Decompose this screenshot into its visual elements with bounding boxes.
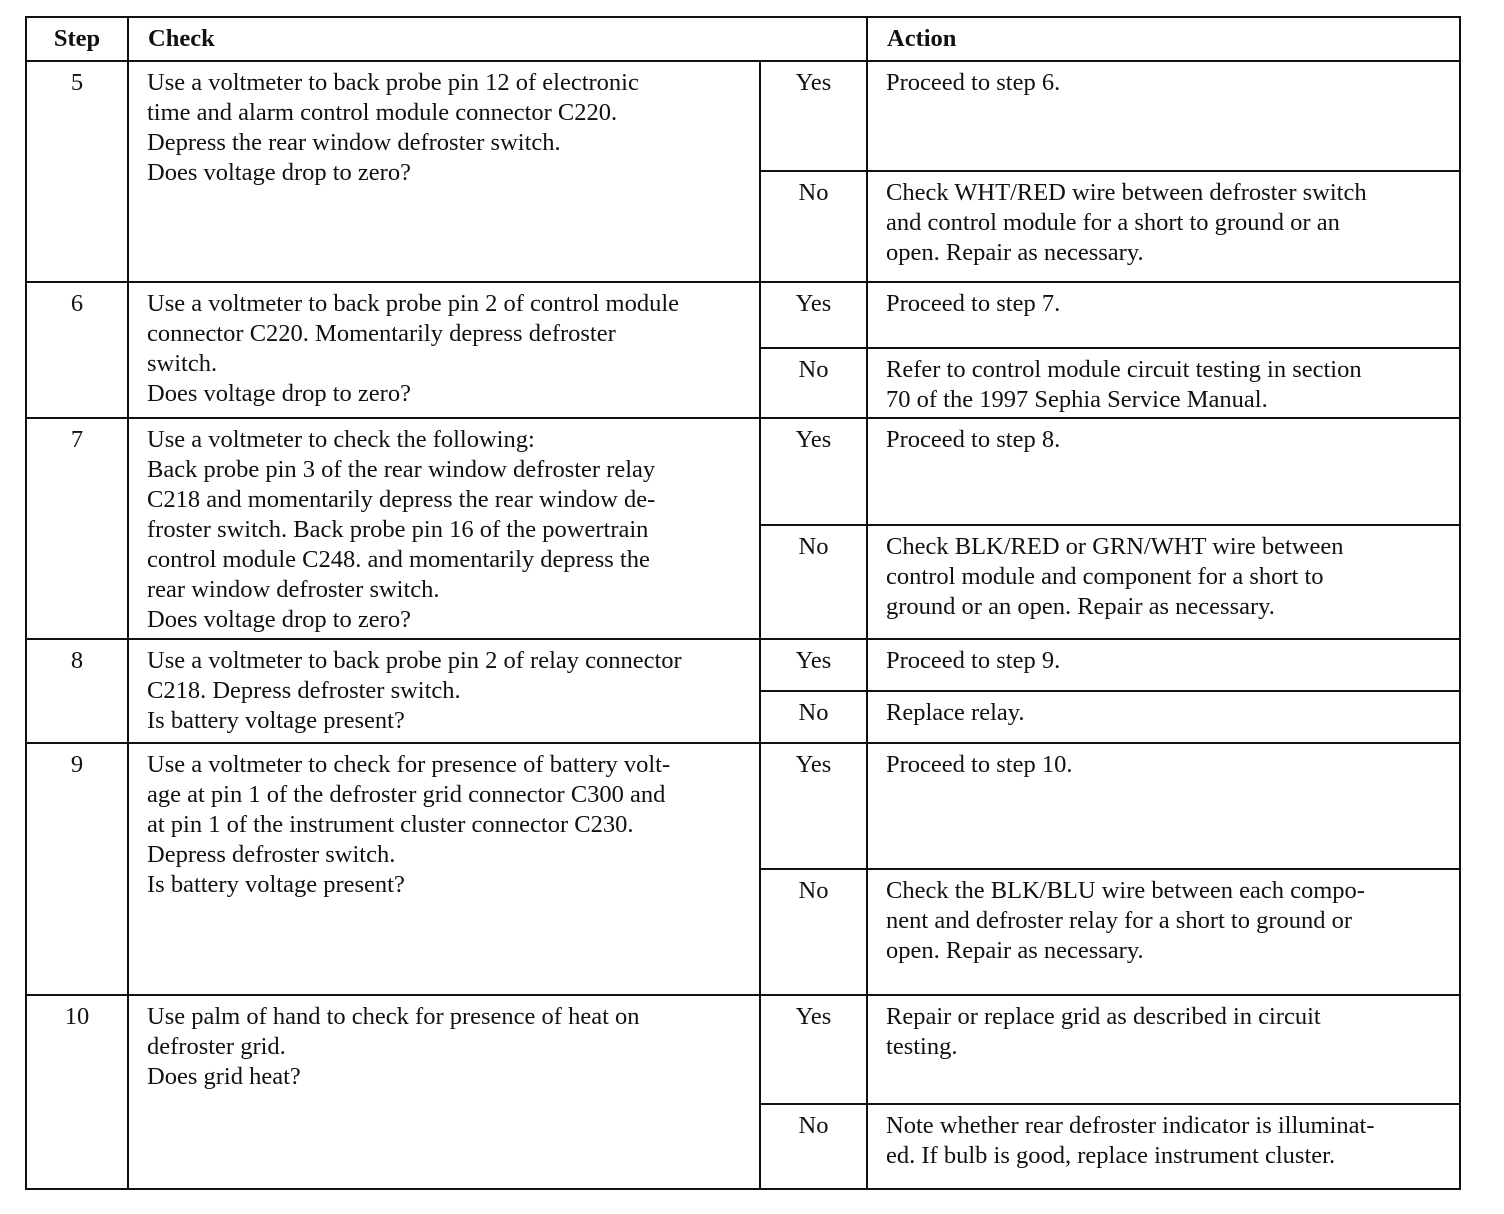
no-action-cell [867, 691, 1460, 743]
no-action-cell [867, 171, 1460, 282]
no-label: No [760, 691, 867, 743]
table-row [26, 743, 1460, 869]
text-line: Does voltage drop to zero? [147, 159, 411, 186]
text-line: froster switch. Back probe pin 16 of the powertrain [147, 516, 649, 543]
yes-label: Yes [760, 282, 867, 348]
text-line: testing. [886, 1033, 958, 1060]
text-line: Use a voltmeter to check for presence of battery volt- [147, 751, 671, 778]
text-line: connector C220. Momentarily depress defroster [147, 320, 616, 347]
text-line: Proceed to step 7. [886, 290, 1061, 317]
text-line: time and alarm control module connector C220. [147, 99, 618, 126]
table-row [26, 282, 1460, 348]
step-number: 10 [26, 995, 128, 1189]
text-line: nent and defroster relay for a short to ground or [886, 907, 1353, 934]
text-line: age at pin 1 of the defroster grid connector C300 and [147, 781, 666, 808]
text-line: at pin 1 of the instrument cluster connector C230. [147, 811, 634, 838]
no-action-cell [867, 348, 1460, 418]
text-line: Replace relay. [886, 699, 1025, 726]
step-number: 7 [26, 418, 128, 639]
no-label: No [760, 171, 867, 282]
no-action-cell [867, 869, 1460, 995]
step-number: 6 [26, 282, 128, 418]
check-cell [128, 282, 760, 418]
no-label: No [760, 869, 867, 995]
text-line: control module and component for a short to [886, 563, 1324, 590]
text-line: Repair or replace grid as described in circuit [886, 1003, 1321, 1030]
action-header: Action [867, 17, 1460, 61]
no-label: No [760, 348, 867, 418]
yes-action-cell [867, 995, 1460, 1104]
table-body [26, 61, 1460, 1189]
table-row [26, 418, 1460, 525]
diagnostic-table [25, 16, 1461, 1190]
text-line: Proceed to step 9. [886, 647, 1061, 674]
step-header: Step [26, 17, 128, 61]
check-cell [128, 743, 760, 995]
text-line: defroster grid. [147, 1033, 286, 1060]
header-row [26, 17, 1460, 61]
yes-label: Yes [760, 418, 867, 525]
text-line: ed. If bulb is good, replace instrument cluster. [886, 1142, 1336, 1169]
text-line: ground or an open. Repair as necessary. [886, 593, 1275, 620]
yes-action-cell [867, 61, 1460, 171]
text-line: Does grid heat? [147, 1063, 301, 1090]
check-cell [128, 61, 760, 282]
yes-label: Yes [760, 639, 867, 691]
text-line: open. Repair as necessary. [886, 239, 1144, 266]
no-action-cell [867, 1104, 1460, 1189]
text-line: Does voltage drop to zero? [147, 606, 411, 633]
table-row [26, 61, 1460, 171]
text-line: Use a voltmeter to back probe pin 2 of relay connector [147, 647, 682, 674]
text-line: Proceed to step 8. [886, 426, 1061, 453]
text-line: C218 and momentarily depress the rear window de- [147, 486, 656, 513]
text-line: open. Repair as necessary. [886, 937, 1144, 964]
text-line: Use a voltmeter to back probe pin 12 of electronic [147, 69, 639, 96]
check-header: Check [128, 17, 867, 61]
no-action-cell [867, 525, 1460, 639]
text-line: and control module for a short to ground or an [886, 209, 1340, 236]
text-line: Use a voltmeter to check the following: [147, 426, 535, 453]
step-number: 8 [26, 639, 128, 743]
text-line: control module C248. and momentarily depress the [147, 546, 650, 573]
text-line: Proceed to step 6. [886, 69, 1061, 96]
text-line: Refer to control module circuit testing in section [886, 356, 1362, 383]
text-line: Check BLK/RED or GRN/WHT wire between [886, 533, 1344, 560]
yes-action-cell [867, 418, 1460, 525]
no-label: No [760, 525, 867, 639]
text-line: Note whether rear defroster indicator is illuminat- [886, 1112, 1375, 1139]
text-line: Is battery voltage present? [147, 871, 405, 898]
step-number: 5 [26, 61, 128, 282]
step-number: 9 [26, 743, 128, 995]
text-line: 70 of the 1997 Sephia Service Manual. [886, 386, 1268, 413]
yes-action-cell [867, 282, 1460, 348]
yes-label: Yes [760, 995, 867, 1104]
yes-action-cell [867, 639, 1460, 691]
check-cell [128, 995, 760, 1189]
table-row [26, 639, 1460, 691]
text-line: Depress the rear window defroster switch. [147, 129, 561, 156]
table-row [26, 995, 1460, 1104]
no-label: No [760, 1104, 867, 1189]
text-line: Proceed to step 10. [886, 751, 1073, 778]
yes-action-cell [867, 743, 1460, 869]
yes-label: Yes [760, 61, 867, 171]
text-line: Use palm of hand to check for presence of heat on [147, 1003, 640, 1030]
check-cell [128, 418, 760, 639]
text-line: Depress defroster switch. [147, 841, 396, 868]
text-line: Use a voltmeter to back probe pin 2 of control module [147, 290, 680, 317]
text-line: Is battery voltage present? [147, 707, 405, 734]
check-cell [128, 639, 760, 743]
yes-label: Yes [760, 743, 867, 869]
text-line: Check WHT/RED wire between defroster switch [886, 179, 1367, 206]
text-line: rear window defroster switch. [147, 576, 440, 603]
text-line: C218. Depress defroster switch. [147, 677, 461, 704]
text-line: switch. [147, 350, 218, 377]
text-line: Back probe pin 3 of the rear window defroster relay [147, 456, 656, 483]
text-line: Does voltage drop to zero? [147, 380, 411, 407]
text-line: Check the BLK/BLU wire between each compo- [886, 877, 1365, 904]
